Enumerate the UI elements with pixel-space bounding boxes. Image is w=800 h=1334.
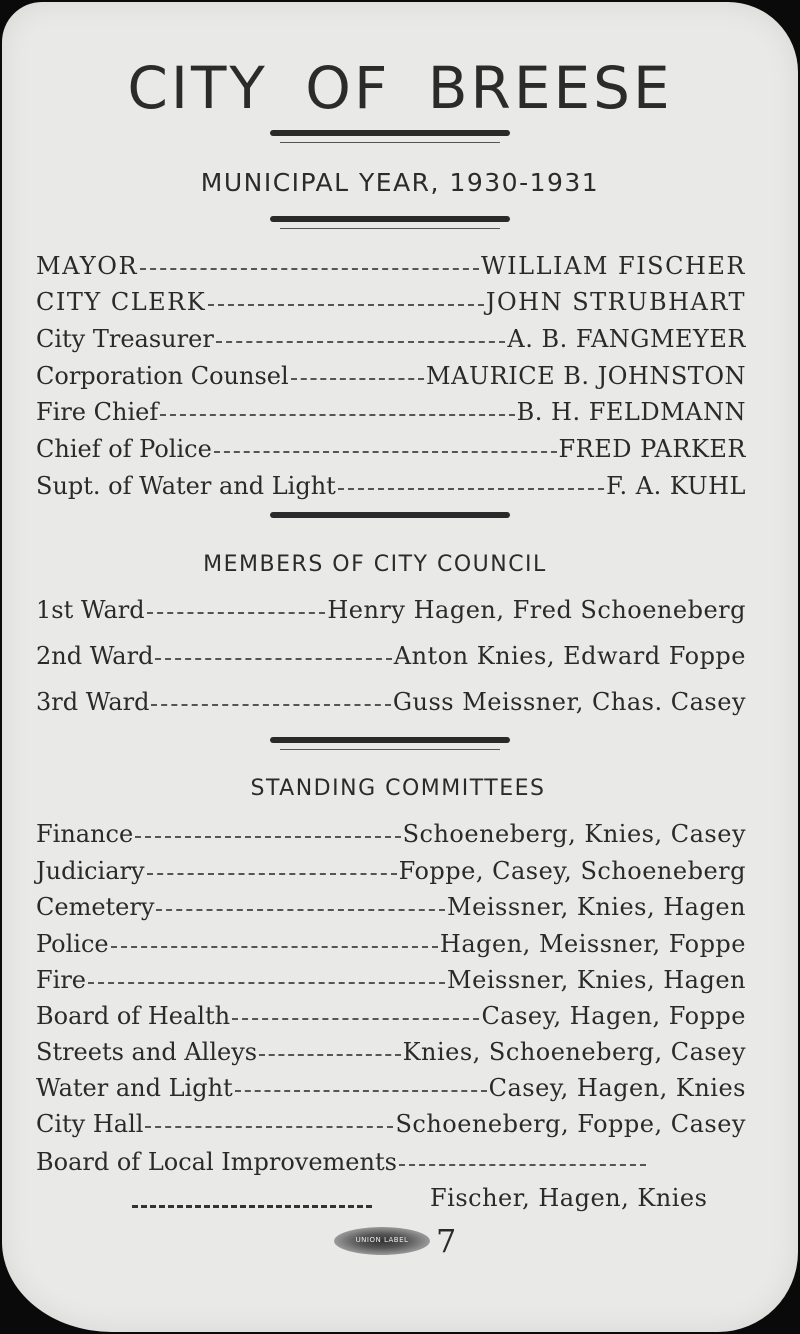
leader-dots [232, 1018, 479, 1020]
leader-dots [156, 909, 445, 911]
committee-name: Police [36, 930, 109, 958]
divider-rule [270, 737, 510, 750]
divider-rule [270, 130, 510, 143]
title-word: OF [305, 54, 391, 122]
leader-dots [216, 341, 506, 343]
page-footer [334, 1222, 456, 1260]
leader-dots [145, 1126, 393, 1128]
leader-dots [208, 304, 484, 306]
leader-dots [160, 414, 514, 416]
committee-row [36, 1110, 746, 1138]
leader-dots [147, 873, 397, 875]
committee-name: Streets and Alleys [36, 1038, 258, 1066]
leader-dots [399, 1164, 646, 1166]
title-word: BREESE [427, 54, 673, 122]
divider-rule [270, 512, 510, 518]
officer-title: City Treasurer [36, 325, 214, 353]
ward-row [36, 688, 746, 716]
committee-row [36, 1002, 746, 1030]
leader-dots [291, 378, 424, 380]
officer-title: Fire Chief [36, 398, 159, 426]
officer-name: FRED PARKER [558, 435, 746, 463]
committee-members: Fischer, Hagen, Knies [430, 1184, 708, 1212]
ward-label: 3rd Ward [36, 688, 150, 716]
ward-row [36, 596, 746, 624]
officer-title: MAYOR [36, 252, 139, 280]
committee-row [36, 820, 746, 848]
officer-name: JOHN STRUBHART [485, 288, 746, 316]
ward-members: Henry Hagen, Fred Schoeneberg [327, 596, 746, 624]
committee-members: Knies, Schoeneberg, Casey [402, 1038, 746, 1066]
committee-members: Meissner, Knies, Hagen [447, 966, 746, 994]
leader-dots [140, 268, 479, 270]
committee-members: Schoeneberg, Knies, Casey [402, 820, 746, 848]
committee-members: Foppe, Casey, Schoeneberg [398, 857, 746, 885]
committee-members: Hagen, Meissner, Foppe [439, 930, 746, 958]
leader-dots [259, 1054, 401, 1056]
officer-name: A. B. FANGMEYER [507, 325, 746, 353]
committee-members: Casey, Hagen, Knies [488, 1074, 746, 1102]
committee-name: Board of Health [36, 1002, 231, 1030]
officer-row [36, 398, 746, 426]
leader-dots [132, 1205, 372, 1208]
officer-name: B. H. FELDMANN [516, 398, 746, 426]
leader-dots [135, 836, 400, 838]
committee-row [36, 930, 746, 958]
leader-dots [214, 451, 557, 453]
leader-dots [88, 982, 445, 984]
committee-row [36, 1148, 648, 1176]
page-number: 7 [436, 1222, 457, 1260]
ward-label: 2nd Ward [36, 642, 154, 670]
officer-title: Corporation Counsel [36, 362, 289, 390]
committees-heading: STANDING COMMITTEES [250, 776, 546, 801]
page-title [2, 54, 798, 122]
committee-members: Meissner, Knies, Hagen [447, 893, 746, 921]
leader-dots [151, 704, 390, 706]
committee-name: City Hall [36, 1110, 144, 1138]
committee-name: Water and Light [36, 1074, 233, 1102]
municipal-year-subtitle: MUNICIPAL YEAR, 1930-1931 [200, 168, 600, 197]
leader-dots [155, 658, 391, 660]
officer-name: MAURICE B. JOHNSTON [426, 362, 746, 390]
officer-row [36, 325, 746, 353]
council-heading: MEMBERS OF CITY COUNCIL [203, 552, 547, 577]
officer-row [36, 435, 746, 463]
committee-name: Fire [36, 966, 87, 994]
leader-dots [338, 488, 604, 490]
officer-title: CITY CLERK [36, 288, 207, 316]
officer-row [36, 362, 746, 390]
officer-row [36, 252, 746, 280]
committee-name: Judiciary [36, 857, 145, 885]
ward-row [36, 642, 746, 670]
divider-rule [270, 216, 510, 229]
committee-members-continuation [430, 1184, 746, 1212]
officer-name: WILLIAM FISCHER [481, 252, 746, 280]
ward-label: 1st Ward [36, 596, 145, 624]
committee-row [36, 893, 746, 921]
leader-dots [111, 946, 438, 948]
committee-row [36, 1038, 746, 1066]
ward-members: Anton Knies, Edward Foppe [393, 642, 746, 670]
committee-name: Board of Local Improvements [36, 1148, 397, 1176]
committee-row [36, 966, 746, 994]
committee-name: Finance [36, 820, 134, 848]
leader-dots [235, 1090, 487, 1092]
officer-row [36, 288, 746, 316]
officer-name: F. A. KUHL [606, 472, 746, 500]
committee-row [36, 857, 746, 885]
title-word: CITY [127, 54, 268, 122]
committee-row [36, 1074, 746, 1102]
municipal-card [2, 2, 798, 1332]
union-label-logo-icon: UNION LABEL [334, 1227, 430, 1255]
officer-title: Chief of Police [36, 435, 212, 463]
committee-members: Schoeneberg, Foppe, Casey [395, 1110, 746, 1138]
leader-dots [147, 612, 326, 614]
officer-row [36, 472, 746, 500]
committee-name: Cemetery [36, 893, 155, 921]
ward-members: Guss Meissner, Chas. Casey [392, 688, 746, 716]
officer-title: Supt. of Water and Light [36, 472, 336, 500]
committee-members: Casey, Hagen, Foppe [481, 1002, 746, 1030]
